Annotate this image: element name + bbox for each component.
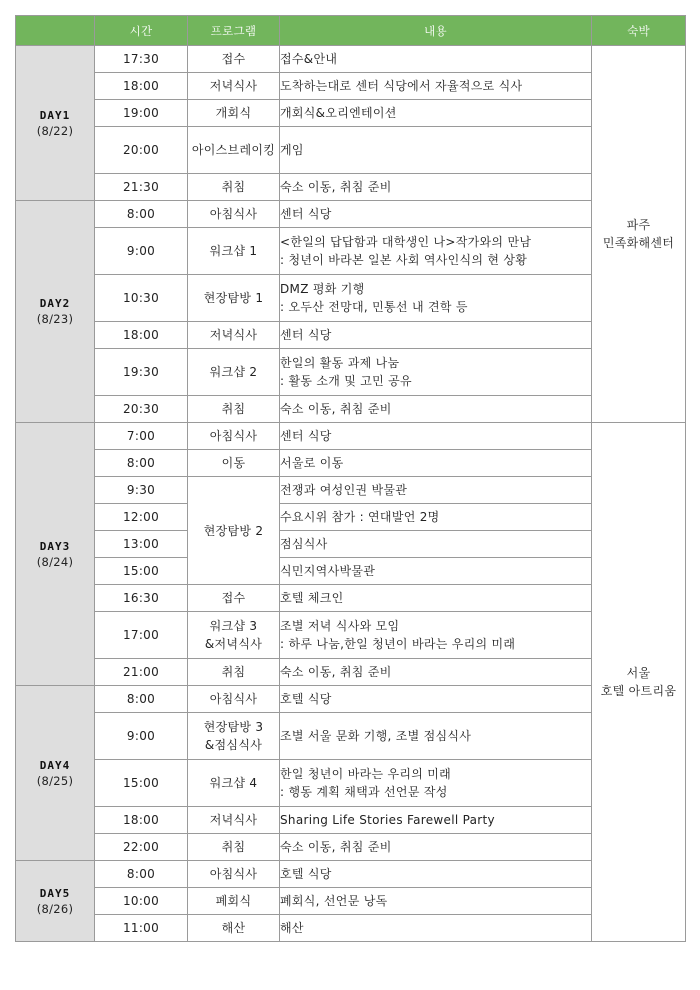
time-cell: 9:00 — [95, 228, 188, 275]
program-cell: 이동 — [188, 450, 280, 477]
program-cell: 저녁식사 — [188, 73, 280, 100]
program-cell: 개회식 — [188, 100, 280, 127]
table-row — [16, 127, 686, 174]
program-cell: 취침 — [188, 659, 280, 686]
lodging-line: 호텔 아트리움 — [600, 684, 677, 698]
program-line: &점심식사 — [204, 738, 263, 752]
table-row — [16, 477, 686, 504]
day-label: DAY2 — [39, 297, 71, 310]
program-cell: 취침 — [188, 396, 280, 423]
time-cell: 18:00 — [95, 322, 188, 349]
time-cell: 19:30 — [95, 349, 188, 396]
day-date: (8/26) — [36, 901, 74, 916]
lodging-line: 파주 — [626, 218, 651, 232]
program-line: 워크샵 3 — [209, 619, 258, 633]
time-cell: 15:00 — [95, 558, 188, 585]
header-time: 시간 — [95, 16, 188, 46]
table-row — [16, 915, 686, 942]
table-header-row — [16, 16, 686, 46]
program-cell: 아침식사 — [188, 423, 280, 450]
day-cell-1 — [16, 46, 95, 201]
table-row — [16, 73, 686, 100]
content-cell: 호텔 식당 — [280, 686, 592, 713]
content-cell: 해산 — [280, 915, 592, 942]
time-cell: 8:00 — [95, 450, 188, 477]
table-row — [16, 174, 686, 201]
time-cell: 21:30 — [95, 174, 188, 201]
time-cell: 13:00 — [95, 531, 188, 558]
program-cell — [188, 713, 280, 760]
time-cell: 11:00 — [95, 915, 188, 942]
content-line: 한일의 활동 과제 나눔 — [280, 356, 400, 370]
program-line: &저녁식사 — [204, 637, 263, 651]
day-cell-3 — [16, 423, 95, 686]
program-cell: 저녁식사 — [188, 807, 280, 834]
day-date: (8/23) — [36, 312, 74, 326]
day-date: (8/25) — [36, 773, 74, 788]
table-row — [16, 423, 686, 450]
time-cell: 12:00 — [95, 504, 188, 531]
table-row — [16, 760, 686, 807]
header-content: 내용 — [280, 16, 592, 46]
content-line: 조별 저녁 식사와 모임 — [280, 619, 400, 633]
table-row — [16, 349, 686, 396]
program-cell: 현장탐방 1 — [188, 275, 280, 322]
day-cell-5 — [16, 861, 95, 942]
program-cell: 저녁식사 — [188, 322, 280, 349]
content-cell: 숙소 이동, 취침 준비 — [280, 174, 592, 201]
content-cell — [280, 275, 592, 322]
content-cell: 숙소 이동, 취침 준비 — [280, 834, 592, 861]
day-label: DAY5 — [39, 886, 71, 900]
table-row — [16, 275, 686, 322]
table-row — [16, 228, 686, 275]
day-date: (8/24) — [36, 554, 74, 569]
day-date: (8/22) — [36, 123, 74, 138]
program-cell: 아침식사 — [188, 686, 280, 713]
program-cell: 아침식사 — [188, 201, 280, 228]
table-row — [16, 531, 686, 558]
table-row — [16, 834, 686, 861]
content-cell: 식민지역사박물관 — [280, 558, 592, 585]
content-line: : 하루 나눔,한일 청년이 바라는 우리의 미래 — [280, 637, 516, 651]
time-cell: 16:30 — [95, 585, 188, 612]
time-cell: 22:00 — [95, 834, 188, 861]
program-line: 현장탐방 3 — [203, 720, 264, 734]
program-cell: 취침 — [188, 174, 280, 201]
schedule-table — [15, 15, 686, 942]
table-row — [16, 807, 686, 834]
lodging-line: 서울 — [626, 666, 651, 680]
table-row — [16, 888, 686, 915]
table-row — [16, 504, 686, 531]
time-cell: 17:00 — [95, 612, 188, 659]
content-line: : 청년이 바라본 일본 사회 역사인식의 현 상황 — [280, 253, 528, 267]
table-row — [16, 861, 686, 888]
time-cell: 20:00 — [95, 127, 188, 174]
content-cell: 숙소 이동, 취침 준비 — [280, 659, 592, 686]
day-label: DAY1 — [39, 108, 71, 122]
content-cell — [280, 612, 592, 659]
table-row — [16, 46, 686, 73]
content-line: <한일의 답답함과 대학생인 나>작가와의 만남 — [280, 235, 532, 249]
header-day — [16, 16, 95, 46]
lodging-line: 민족화해센터 — [602, 236, 675, 250]
program-cell — [188, 612, 280, 659]
program-cell: 현장탐방 2 — [188, 477, 280, 585]
lodging-cell-seoul — [592, 423, 686, 942]
time-cell: 8:00 — [95, 861, 188, 888]
content-line: : 행동 계획 채택과 선언문 작성 — [280, 785, 448, 799]
content-cell: 도착하는대로 센터 식당에서 자율적으로 식사 — [280, 73, 592, 100]
content-cell: 전쟁과 여성인권 박물관 — [280, 477, 592, 504]
table-row — [16, 100, 686, 127]
content-cell: 점심식사 — [280, 531, 592, 558]
header-program: 프로그램 — [188, 16, 280, 46]
content-cell: 폐회식, 선언문 낭독 — [280, 888, 592, 915]
time-cell: 7:00 — [95, 423, 188, 450]
content-cell: 수요시위 참가 : 연대발언 2명 — [280, 504, 592, 531]
program-cell: 워크샵 1 — [188, 228, 280, 275]
table-row — [16, 396, 686, 423]
time-cell: 18:00 — [95, 73, 188, 100]
content-cell: 숙소 이동, 취침 준비 — [280, 396, 592, 423]
content-cell: 센터 식당 — [280, 322, 592, 349]
time-cell: 20:30 — [95, 396, 188, 423]
content-cell: 호텔 체크인 — [280, 585, 592, 612]
time-cell: 10:00 — [95, 888, 188, 915]
table-row — [16, 558, 686, 585]
content-line: 한일 청년이 바라는 우리의 미래 — [280, 767, 452, 781]
day-label: DAY3 — [39, 539, 71, 553]
lodging-cell-paju — [592, 46, 686, 423]
time-cell: 8:00 — [95, 686, 188, 713]
program-cell: 접수 — [188, 46, 280, 73]
time-cell: 8:00 — [95, 201, 188, 228]
content-cell — [280, 349, 592, 396]
table-row — [16, 713, 686, 760]
time-cell: 9:30 — [95, 477, 188, 504]
program-cell: 폐회식 — [188, 888, 280, 915]
program-cell: 아이스브레이킹 — [188, 127, 280, 174]
content-cell: 개회식&오리엔테이션 — [280, 100, 592, 127]
table-row — [16, 612, 686, 659]
table-row — [16, 686, 686, 713]
day-cell-4 — [16, 686, 95, 861]
content-cell — [280, 760, 592, 807]
program-cell: 워크샵 4 — [188, 760, 280, 807]
program-cell: 접수 — [188, 585, 280, 612]
content-cell — [280, 228, 592, 275]
content-cell: 서울로 이동 — [280, 450, 592, 477]
content-cell: 접수&안내 — [280, 46, 592, 73]
table-row — [16, 585, 686, 612]
table-row — [16, 659, 686, 686]
program-cell: 워크샵 2 — [188, 349, 280, 396]
program-cell: 해산 — [188, 915, 280, 942]
content-cell: 센터 식당 — [280, 201, 592, 228]
content-cell: Sharing Life Stories Farewell Party — [280, 807, 592, 834]
header-lodging: 숙박 — [592, 16, 686, 46]
content-cell: 호텔 식당 — [280, 861, 592, 888]
time-cell: 19:00 — [95, 100, 188, 127]
table-row — [16, 450, 686, 477]
time-cell: 9:00 — [95, 713, 188, 760]
time-cell: 17:30 — [95, 46, 188, 73]
program-cell: 아침식사 — [188, 861, 280, 888]
day-cell-2 — [16, 201, 95, 423]
table-row — [16, 322, 686, 349]
content-line: DMZ 평화 기행 — [280, 282, 365, 296]
time-cell: 10:30 — [95, 275, 188, 322]
program-cell: 취침 — [188, 834, 280, 861]
content-cell: 게임 — [280, 127, 592, 174]
day-label: DAY4 — [39, 758, 71, 772]
time-cell: 15:00 — [95, 760, 188, 807]
content-line: : 오두산 전망대, 민통선 내 견학 등 — [280, 300, 468, 314]
content-cell: 조별 서울 문화 기행, 조별 점심식사 — [280, 713, 592, 760]
time-cell: 21:00 — [95, 659, 188, 686]
table-row — [16, 201, 686, 228]
content-line: : 활동 소개 및 고민 공유 — [280, 374, 412, 388]
content-cell: 센터 식당 — [280, 423, 592, 450]
time-cell: 18:00 — [95, 807, 188, 834]
